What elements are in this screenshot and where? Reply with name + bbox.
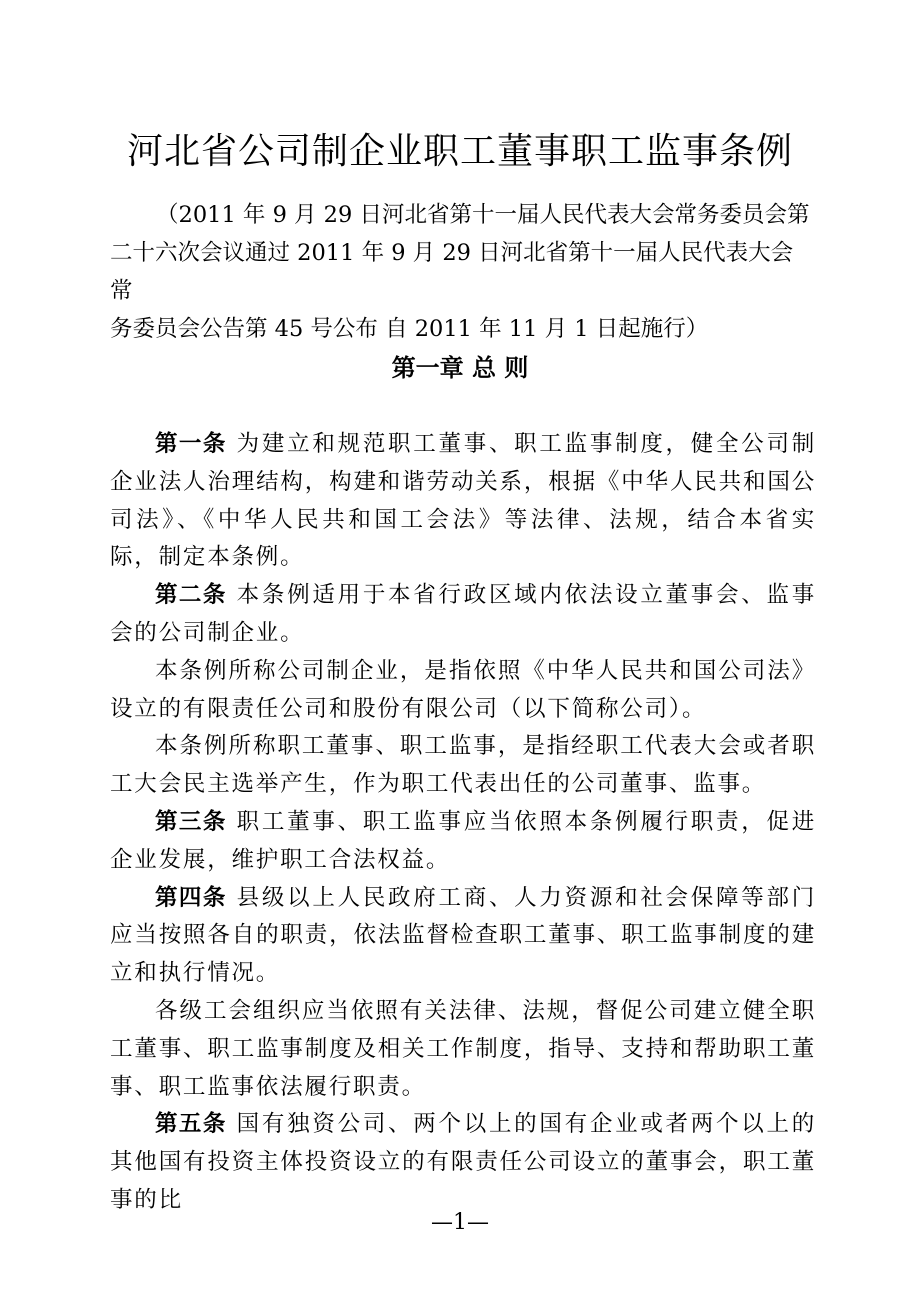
paragraph-text: 国有独资公司、两个以上的国有企业或者两个以上的其他国有投资主体投资设立的有限责任公司设立的董事会，职工董事的比 xyxy=(110,1111,816,1213)
article-number: 第三条 xyxy=(155,808,227,835)
article-paragraph xyxy=(110,653,816,729)
paragraph-text: 本条例适用于本省行政区域内依法设立董事会、监事会的公司制企业。 xyxy=(110,582,816,646)
article-number: 第二条 xyxy=(155,582,227,609)
paragraph-text: 本条例所称职工董事、职工监事，是指经职工代表大会或者职工大会民主选举产生，作为职工代表出任的公司董事、监事。 xyxy=(110,733,816,798)
article-paragraph xyxy=(110,426,816,577)
paragraph-text: 职工董事、职工监事应当依照本条例履行职责，促进企业发展，维护职工合法权益。 xyxy=(110,808,816,873)
document-title: 河北省公司制企业职工董事职工监事条例 xyxy=(126,131,793,172)
paragraph-text: 本条例所称公司制企业，是指依照《中华人民共和国公司法》设立的有限责任公司和股份有限公司（以下简称公司）。 xyxy=(110,657,816,722)
article-paragraph xyxy=(110,1106,816,1219)
enactment-note-line: （2011 年 9 月 29 日河北省第十一届人民代表大会常务委员会第 xyxy=(156,202,810,228)
paragraph-text: 各级工会组织应当依照有关法律、法规，督促公司建立健全职工董事、职工监事制度及相关工作制度，指导、支持和帮助职工董事、职工监事依法履行职责。 xyxy=(110,997,816,1100)
article-number: 第一条 xyxy=(155,431,227,457)
article-body xyxy=(110,426,816,1220)
paragraph-text: 为建立和规范职工董事、职工监事制度，健全公司制企业法人治理结构，构建和谐劳动关系，根据《中华人民共和国公司法》、《中华人民共和国工会法》等法律、法规，结合本省实际，制定本条例。 xyxy=(110,431,816,571)
article-number: 第五条 xyxy=(155,1111,227,1138)
article-paragraph xyxy=(110,728,816,804)
page-number: —1— xyxy=(431,1210,489,1235)
article-paragraph xyxy=(110,577,816,653)
enactment-note-line: 务委员会公告第 45 号公布 自 2011 年 11 月 1 日起施行） xyxy=(110,316,709,342)
enactment-note-line: 二十六次会议通过 2011 年 9 月 29 日河北省第十一届人民代表大会常 xyxy=(110,240,794,304)
article-paragraph xyxy=(110,993,816,1106)
enactment-note xyxy=(110,196,814,348)
article-paragraph xyxy=(110,804,816,880)
article-number: 第四条 xyxy=(155,884,227,911)
article-paragraph xyxy=(110,880,816,993)
paragraph-text: 县级以上人民政府工商、人力资源和社会保障等部门应当按照各自的职责，依法监督检查职工董事、职工监事制度的建立和执行情况。 xyxy=(110,884,816,987)
chapter-heading: 第一章 总 则 xyxy=(391,354,529,382)
